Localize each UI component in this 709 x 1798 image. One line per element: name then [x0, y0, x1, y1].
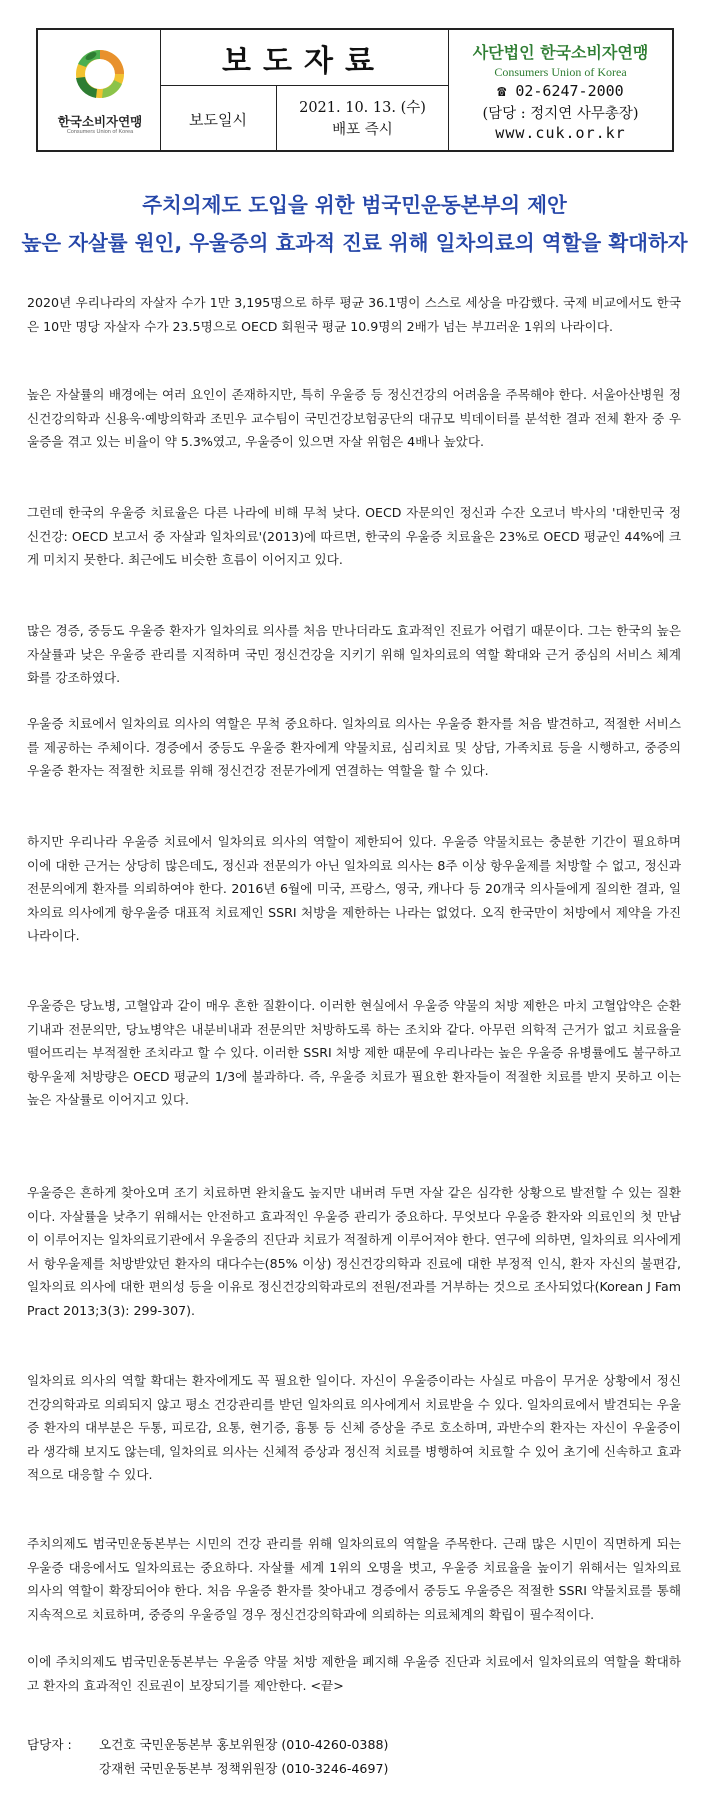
org-logo — [42, 34, 158, 150]
org-info — [449, 30, 672, 150]
org-contact: (담당 : 정지연 사무총장) — [482, 106, 639, 122]
date-value-box — [277, 86, 448, 152]
org-phone: ☎ 02-6247-2000 — [497, 82, 624, 100]
subheadline: 높은 자살률 원인, 우울증의 효과적 진료 위해 일차의료의 역할을 확대하자 — [21, 231, 688, 255]
paragraph: 이에 주치의제도 범국민운동본부는 우울증 약물 처방 제한을 폐지해 우울증 진단과 치료에서 일차의료의 역할을 확대하고 환자의 효과적인 진료권이 보장되기를 제안한다. <끝> — [27, 1654, 681, 1693]
paragraph: 우울증 치료에서 일차의료 의사의 역할은 무척 중요하다. 일차의료 의사는 우울증 환자를 처음 발견하고, 적절한 서비스를 제공하는 주체이다. 경증에서 중등도 우울증 환자에게 약물치료, 심리치료 및 상담, 가족치료 등을 시행하고, 중증의 우울증 환자는 적절한 치료를 위해 정신건강 전문가에게 연결하는 역할을 할 수 있다. — [27, 716, 681, 778]
contact-person: 오건호 국민운동본부 홍보위원장 (010-4260-0388) — [99, 1737, 389, 1752]
paragraph: 주치의제도 범국민운동본부는 시민의 건강 관리를 위해 일차의료의 역할을 주목한다. 근래 많은 시민이 직면하게 되는 우울증 대응에서도 일차의료는 중요하다. 자살률 세계 1위의 오명을 벗고, 우울증 치료율을 높이기 위해서는 일차의료 의사의 역할이 확장되어야 한다. 처음 우울증 환자를 찾아내고 경증에서 중등도 우울증은 적절한 SSRI 약물치료를 통해 지속적으로 치료하며, 중증의 우울증일 경우 정신건강의학과에 의뢰하는 의료체계의 확립이 필수적이다. — [27, 1536, 681, 1622]
logo-text: 한국소비자연맹 — [57, 114, 143, 129]
paragraph: 우울증은 흔하게 찾아오며 조기 치료하면 완치율도 높지만 내버려 두면 자살 같은 심각한 상황으로 발전할 수 있는 질환이다. 자살률을 낮추기 위해서는 안전하고 효과적인 우울증 관리가 중요하다. 무엇보다 우울증 환자와 의료인의 첫 만남이 이루어지는 일차의료기관에서 우울증의 진단과 치료가 적절하게 이루어져야 한다. 연구에 의하면, 일차의료 의사에게서 항우울제를 처방받았던 환자의 대다수는(85% 이상) 정신건강의학과 진료에 대한 부정적 인식, 환자 자신의 불편감, 일차의료 의사에 대한 편의성 등을 이유로 정신건강의학과로의 전원/전과를 거부하는 것으로 조사되었다(Korean J Fam Pract 2013;3(3): 299-307). — [27, 1185, 681, 1318]
contact-label: 담당자 : — [27, 1737, 72, 1752]
org-website[interactable]: www.cuk.or.kr — [495, 124, 626, 142]
logo-mark-icon — [42, 34, 158, 114]
headline: 주치의제도 도입을 위한 범국민운동본부의 제안 — [142, 193, 567, 217]
release-date: 2021. 10. 13. (수) — [299, 100, 426, 116]
contact-person: 강재헌 국민운동본부 정책위원장 (010-3246-4697) — [99, 1760, 389, 1776]
paragraph: 높은 자살률의 배경에는 여러 요인이 존재하지만, 특히 우울증 등 정신건강의 어려움을 주목해야 한다. 서울아산병원 정신건강의학과 신용욱·예방의학과 조민우 교수팀이 국민건강보험공단의 대규모 빅데이터를 분석한 결과 전체 환자 중 우울증을 겪고 있는 비율이 약 5.3%였고, 우울증이 있으면 자살 위험은 4배나 높았다. — [27, 387, 681, 449]
contact-list — [27, 1733, 388, 1780]
header-box — [36, 28, 674, 152]
paragraph: 하지만 우리나라 우울증 치료에서 일차의료 의사의 역할이 제한되어 있다. 우울증 약물치료는 충분한 기간이 필요하며 이에 대한 근거는 상당히 많은데도, 정신과 전문의가 아닌 일차의료 의사는 8주 이상 항우울제를 처방할 수 없고, 정신과 전문의에게 환자를 의뢰하여야 한다. 2016년 6월에 미국, 프랑스, 영국, 캐나다 등 20개국 의사들에게 질의한 결과, 일차의료 의사에게 항우울증 대표적 치료제인 SSRI 처방을 제한하는 나라는 없었다. 오직 한국만이 처방에서 제약을 가진 나라이다. — [27, 834, 681, 943]
org-name: 사단법인 한국소비자연맹 — [472, 43, 649, 62]
date-label: 보도일시 — [189, 110, 247, 129]
logo-subtext: Consumers Union of Korea — [66, 129, 134, 135]
paragraph: 우울증은 당뇨병, 고혈압과 같이 매우 흔한 질환이다. 이러한 현실에서 우울증 약물의 처방 제한은 마치 고혈압약은 순환기내과 전문의만, 당뇨병약은 내분비내과 전문의만 처방하도록 하는 조치와 같다. 아무런 의학적 근거가 없고 치료율을 떨어뜨리는 부적절한 조치라고 할 수 있다. 이러한 SSRI 처방 제한 때문에 우리나라는 높은 우울증 유병률에도 불구하고 항우울제 처방량은 OECD 평균의 1/3에 불과하다. 즉, 우울증 치료가 필요한 환자들이 적절한 치료를 받지 못하고 이는 높은 자살률로 이어지고 있다. — [27, 998, 681, 1107]
release-timing: 배포 즉시 — [332, 122, 393, 138]
paragraph: 2020년 우리나라의 자살자 수가 1만 3,195명으로 하루 평균 36.1명이 스스로 세상을 마감했다. 국제 비교에서도 한국은 10만 명당 자살자 수가 23.5명으로 OECD 회원국 평균 10.9명의 2배가 넘는 부끄러운 1위의 나라이다. — [27, 295, 681, 334]
doc-title: 보도자료 — [222, 43, 386, 79]
contact-row — [27, 1733, 388, 1757]
paragraph: 일차의료 의사의 역할 확대는 환자에게도 꼭 필요한 일이다. 자신이 우울증이라는 사실로 마음이 무거운 상황에서 정신건강의학과로 의뢰되지 않고 평소 건강관리를 받던 일차의료 의사에게서 치료받을 수 있다. 일차의료에서 발견되는 우울증 환자의 대부분은 두통, 피로감, 요통, 현기증, 흉통 등 신체 증상을 주로 호소하며, 과반수의 환자는 자신이 우울증이라 생각해 보지도 않는데, 일차의료 의사는 신체적 증상과 정신적 치료를 병행하여 치료할 수 있어 초기에 신속하고 효과적으로 대응할 수 있다. — [27, 1373, 681, 1482]
org-name-en: Consumers Union of Korea — [494, 65, 627, 79]
paragraph: 그런데 한국의 우울증 치료율은 다른 나라에 비해 무척 낮다. OECD 자문의인 정신과 수잔 오코너 박사의 '대한민국 정신건강: OECD 보고서 중 자살과 일차의료'(2013)에 따르면, 한국의 우울증 치료율은 23%로 OECD 평균인 44%에 크게 미치지 못한다. 최근에도 비슷한 흐름이 이어지고 있다. — [27, 505, 681, 567]
paragraph: 많은 경증, 중등도 우울증 환자가 일차의료 의사를 처음 만나더라도 효과적인 진료가 어렵기 때문이다. 그는 한국의 높은 자살률과 낮은 우울증 관리를 지적하며 국민 정신건강을 지키기 위해 일차의료의 역할 확대와 근거 중심의 서비스 체계화를 강조하였다. — [27, 623, 681, 685]
contact-row — [27, 1757, 388, 1781]
